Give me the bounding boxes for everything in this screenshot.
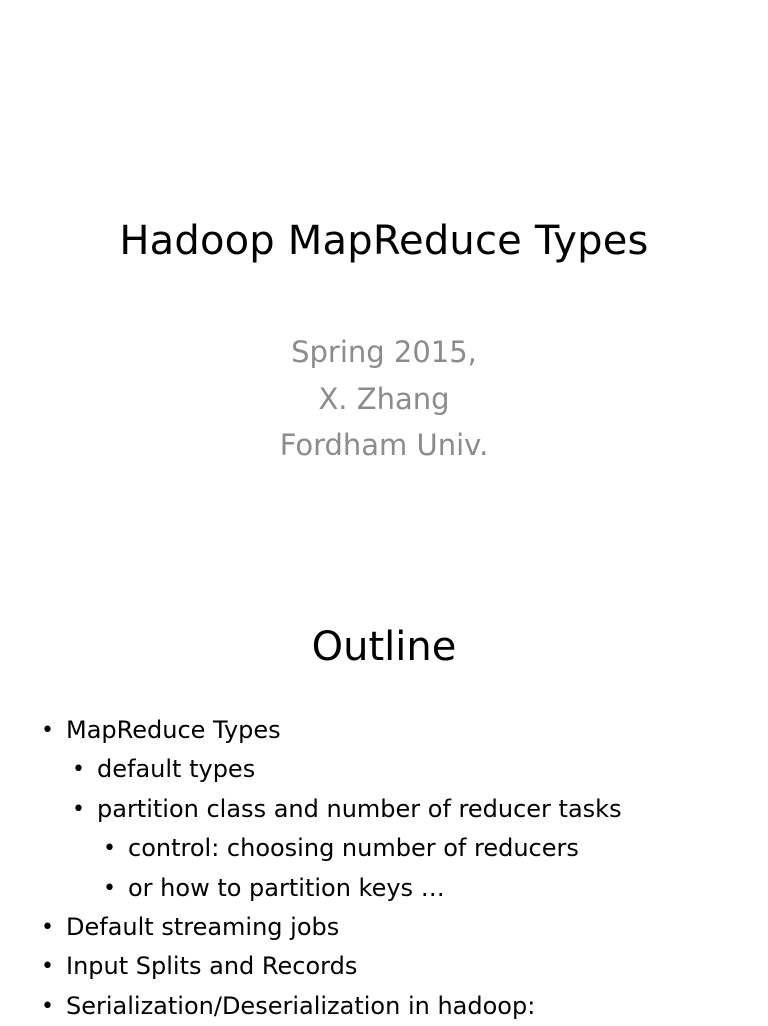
bullet-text: MapReduce Types [66, 716, 281, 744]
bullet-dot-icon: • [72, 757, 85, 783]
bullet-dot-icon: • [72, 796, 85, 822]
outline-slide [0, 576, 768, 1024]
bullet-item [0, 947, 768, 986]
bullet-text: or how to partition keys … [128, 873, 445, 902]
bullet-dot-icon: • [103, 836, 116, 862]
bullet-item [0, 987, 768, 1026]
bullet-text: partition class and number of reducer tasks [97, 794, 622, 823]
subtitle-author: X. Zhang [318, 381, 450, 416]
bullet-dot-icon: • [41, 718, 54, 743]
bullet-dot-icon: • [41, 993, 54, 1019]
bullet-item [0, 750, 768, 789]
subtitle-term: Spring 2015, [291, 335, 477, 369]
presentation-title: Hadoop MapReduce Types [119, 218, 649, 264]
outline-title: Outline [311, 624, 457, 670]
bullet-text: control: choosing number of reducers [128, 834, 579, 863]
bullet-dot-icon: • [41, 915, 54, 941]
bullet-text: Default streaming jobs [66, 913, 340, 942]
bullet-text: Serialization/Deserialization in hadoop: [66, 991, 536, 1020]
bullet-dot-icon: • [41, 954, 54, 980]
presentation-subtitle [0, 329, 768, 469]
bullet-text: default types [97, 755, 256, 784]
bullet-dot-icon: • [103, 875, 116, 901]
bullet-text: Input Splits and Records [66, 952, 358, 981]
bullet-item [0, 908, 768, 947]
bullet-item [0, 869, 768, 908]
bullet-item [0, 711, 768, 750]
outline-bullet-list [0, 711, 768, 1026]
bullet-item [0, 829, 768, 868]
subtitle-institution: Fordham Univ. [279, 428, 489, 462]
bullet-item [0, 790, 768, 829]
